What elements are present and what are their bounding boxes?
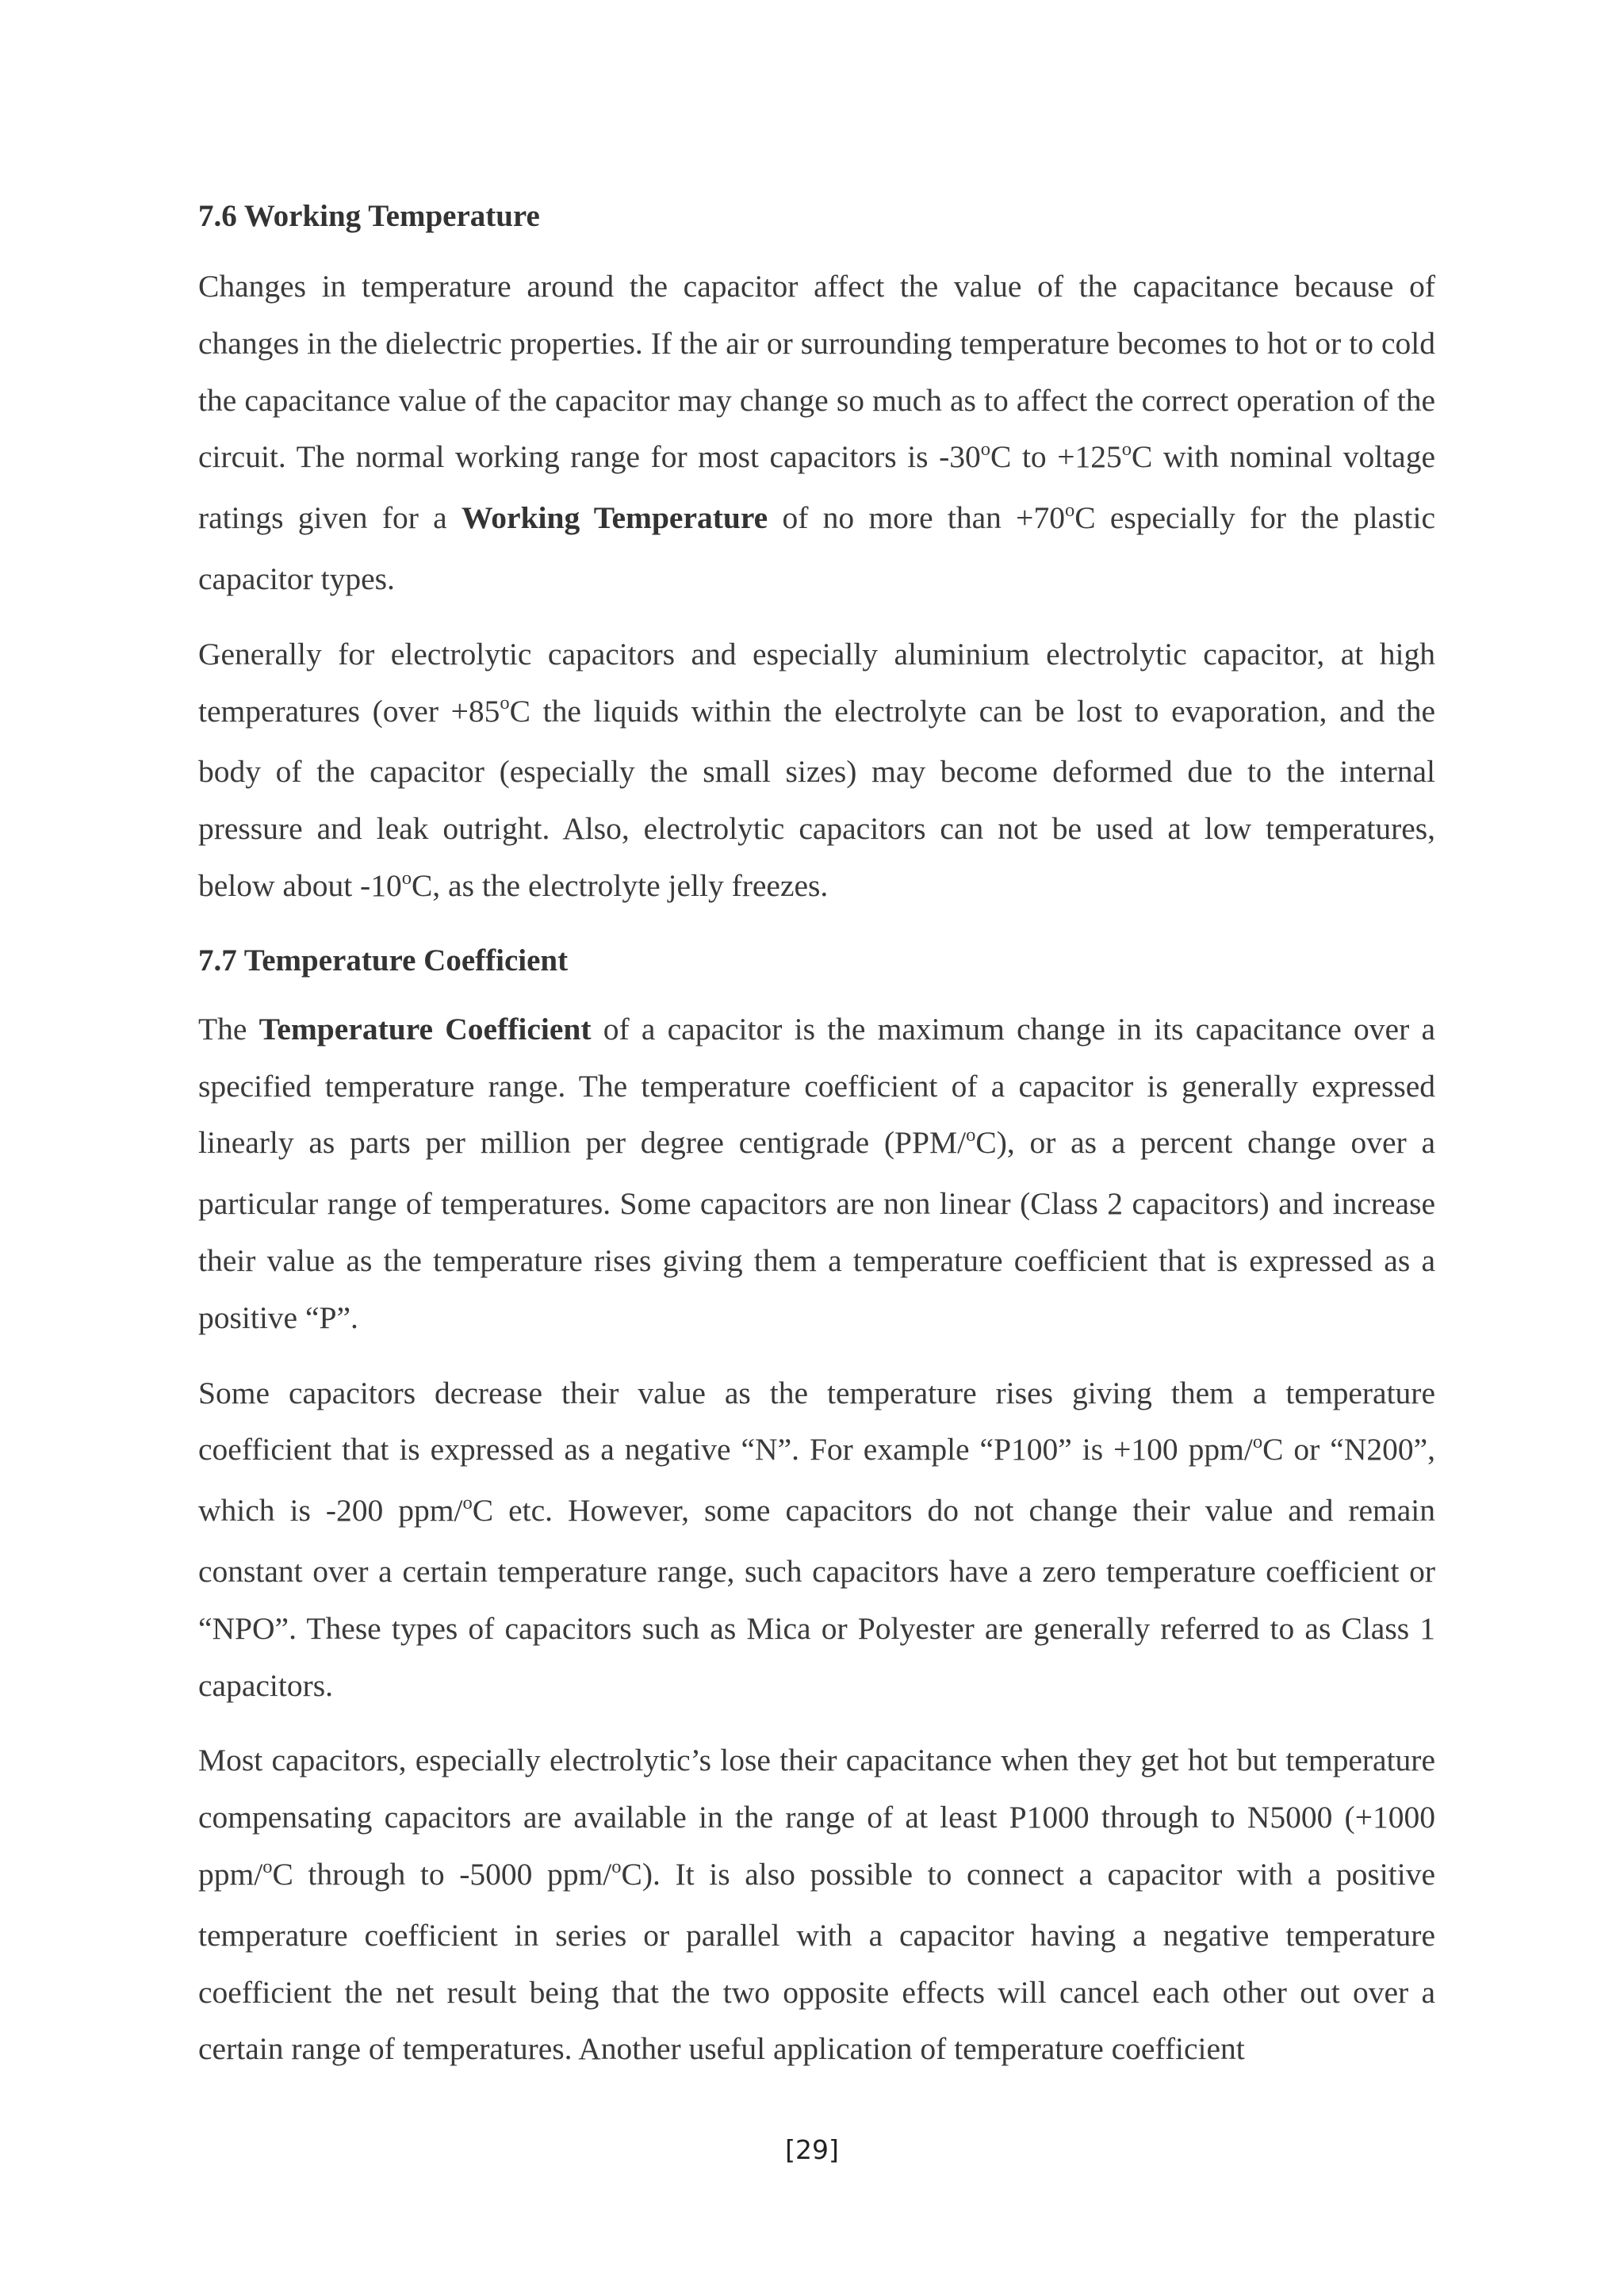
text-run: C or “N200”, which is -200 ppm/ xyxy=(198,1432,1436,1529)
text-run: Some capacitors decrease their value as the temperature rises giving them a temperature coefficient that is expressed as a negative “N”. For example “P100” is +100 ppm/ xyxy=(198,1375,1435,1468)
degree-superscript: o xyxy=(1252,1431,1263,1453)
degree-superscript: o xyxy=(980,438,991,461)
text-run: Generally for electrolytic capacitors and especially aluminium electrolytic capacitor, at high temperatures (over +85 xyxy=(198,636,1435,729)
degree-superscript: o xyxy=(1064,499,1075,522)
degree-superscript: o xyxy=(500,692,510,714)
text-run: C), or as a percent change over a particular range of temperatures. Some capacitors are non linear (Class 2 capacitors) and increase their value as the temperature rises giving them a temperature coefficient that is expressed as a positive “P”. xyxy=(198,1125,1435,1335)
page-content xyxy=(198,193,1435,2096)
text-run: C, as the electrolyte jelly freezes. xyxy=(411,867,829,903)
degree-superscript: o xyxy=(1121,438,1132,461)
paragraph-temperature-coefficient-2 xyxy=(198,1365,1435,1715)
section-heading-working-temperature: 7.6 Working Temperature xyxy=(198,199,540,233)
text-run: of a capacitor is the maximum change in its capacitance over a specified temperature range. The temperature coefficient of a capacitor is generally expressed linearly as parts per million per degree centigrade (PPM/ xyxy=(198,1011,1435,1161)
degree-superscript: o xyxy=(262,1855,273,1877)
paragraph-temperature-coefficient-3 xyxy=(198,1732,1435,2078)
degree-superscript: o xyxy=(611,1855,622,1877)
paragraph-working-temperature-1 xyxy=(198,258,1435,608)
text-run: C etc. However, some capacitors do not change their value and remain constant over a certain temperature range, such capacitors have a zero temperature coefficient or “NPO”. These types of capacitors such as Mica or Polyester are generally referred to as Class 1 capacitors. xyxy=(198,1493,1435,1703)
text-run: of no more than +70 xyxy=(768,500,1065,536)
bold-term: Temperature Coefficient xyxy=(259,1011,592,1047)
bold-term: Working Temperature xyxy=(461,500,768,536)
text-run: C especially for the plastic capacitor types. xyxy=(198,500,1435,596)
degree-superscript: o xyxy=(966,1124,976,1146)
section-heading-temperature-coefficient: 7.7 Temperature Coefficient xyxy=(198,943,569,978)
text-run: C to +125 xyxy=(990,439,1122,475)
text-run: C through to -5000 ppm/ xyxy=(272,1856,612,1892)
degree-superscript: o xyxy=(462,1491,473,1513)
text-run: C with nominal voltage ratings given for a xyxy=(198,439,1435,536)
degree-superscript: o xyxy=(401,867,412,889)
text-run: Most capacitors, especially electrolytic’s lose their capacitance when they get hot but temperature compensating capacitors are available in the range of at least P1000 through to N5000 (+1000 ppm/ xyxy=(198,1743,1435,1892)
page-number: [29] xyxy=(785,2134,839,2165)
paragraph-working-temperature-2 xyxy=(198,626,1435,919)
text-run: The xyxy=(198,1011,259,1047)
text-run: C). It is also possible to connect a capacitor with a positive temperature coefficient in series or parallel with a capacitor having a negative temperature coefficient the net result being that the two opposite effects will cancel each other out over a certain range of temperatures. Another useful application of temperature coefficient xyxy=(198,1856,1435,2067)
text-run: C the liquids within the electrolyte can be lost to evaporation, and the body of the capacitor (especially the small sizes) may become deformed due to the internal pressure and leak outright. Also, electrolytic capacitors can not be used at low temperatures, below about -10 xyxy=(198,693,1435,903)
paragraph-temperature-coefficient-1 xyxy=(198,1001,1435,1347)
text-run: Changes in temperature around the capacitor affect the value of the capacitance because of changes in the dielectric properties. If the air or surrounding temperature becomes to hot or to cold the capacitance value of the capacitor may change so much as to affect the correct operation of the circuit. The normal working range for most capacitors is -30 xyxy=(198,269,1435,475)
